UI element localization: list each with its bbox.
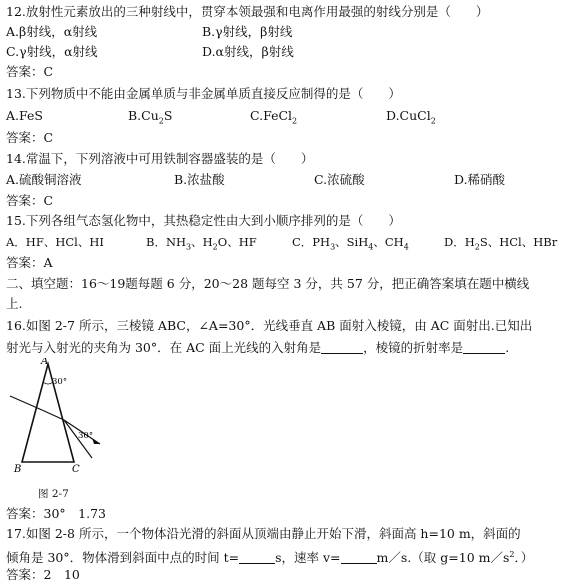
q16-answer: 答案：30° 1.73 (6, 506, 106, 521)
q15-options (6, 234, 566, 250)
q17-blank-speed[interactable] (341, 551, 377, 564)
q15-stem: 15.下列各组气态氢化物中，其热稳定性由大到小顺序排列的是（ ） (6, 213, 401, 228)
angle-label-top: 30° (52, 377, 68, 387)
angle-label-ray: 30° (78, 431, 94, 441)
q12-option-b: B.γ射线，β射线 (202, 24, 293, 39)
q14-stem: 14.常温下，下列溶液中可用铁制容器盛装的是（ ） (6, 151, 314, 166)
q15-option-a: A．HF、HCl、HI (6, 235, 104, 249)
q12-option-d: D.α射线，β射线 (202, 44, 294, 59)
vertex-label-b: B (14, 464, 22, 475)
q12-options-row1 (6, 24, 566, 40)
q14-option-c: C.浓硫酸 (314, 172, 365, 187)
q14-option-a: A.硫酸铜溶液 (6, 172, 82, 187)
q15-option-b: B．$NH_3$、$H_2O$、HF (146, 235, 257, 252)
q14-answer: 答案：C (6, 193, 54, 208)
q13-option-c: C.FeCl$_2$ (250, 108, 298, 126)
q17-answer: 答案：2 10 (6, 567, 80, 582)
q14-options (6, 172, 566, 188)
section2-header-line1: 二、填空题：16～19题每题 6 分，20～28 题每空 3 分，共 57 分，把正确答案填在题中横线 (6, 276, 530, 291)
q13-option-a: A.FeS (6, 108, 43, 123)
q12-option-a: A.β射线，α射线 (6, 24, 98, 39)
q13-option-b: $B.Cu_2S$ (128, 108, 173, 126)
q16-stem-line2: 射光与入射光的夹角为 30°．在 AC 面上光线的入射角是 ，棱镜的折射率是 . (6, 340, 510, 355)
q12-option-c: C.γ射线，α射线 (6, 44, 98, 59)
q16-blank-index[interactable] (463, 341, 505, 354)
q12-options-row2 (6, 44, 566, 60)
q16-blank-angle[interactable] (321, 341, 363, 354)
q13-option-d: D.CuCl$_2$ (386, 108, 436, 126)
q17-stem-line2: 倾角是 30°．物体滑到斜面中点的时间 t= s，速率 v= m／s.（取 g=10 $m/s^2$．） (6, 550, 534, 566)
vertex-label-a: A (41, 358, 49, 367)
q13-answer: 答案：C (6, 130, 54, 145)
figure-caption: 图 2-7 (38, 488, 69, 500)
q15-answer: 答案：A (6, 255, 53, 270)
q15-option-d: D．$H_2S$、HCl、HBr (444, 235, 558, 252)
vertex-label-c: C (72, 464, 80, 475)
q17-stem-line1: 17.如图 2-8 所示，一个物体沿光滑的斜面从顶端由静止开始下滑，斜面高 h=10 m，斜面的 (6, 526, 521, 541)
q14-option-b: B.浓盐酸 (174, 172, 225, 187)
q17-blank-time[interactable] (239, 551, 275, 564)
q13-options (6, 108, 566, 124)
q12-stem: 12.放射性元素放出的三种射线中，贯穿本领最强和电离作用最强的射线分别是（ ） (6, 4, 489, 19)
section2-header-line2: 上. (6, 296, 23, 311)
q14-option-d: D.稀硝酸 (454, 172, 506, 187)
q15-option-c: C．$PH_3$、SiH$_4$、$CH_4$ (292, 235, 409, 252)
q16-stem-line1: 16.如图 2-7 所示，三棱镜 ABC，∠A=30°．光线垂直 AB 面射入棱镜，由 AC 面射出.已知出 (6, 318, 533, 333)
q12-answer: 答案：C (6, 64, 54, 79)
q13-stem: 13.下列物质中不能由金属单质与非金属单质直接反应制得的是（ ） (6, 86, 401, 101)
